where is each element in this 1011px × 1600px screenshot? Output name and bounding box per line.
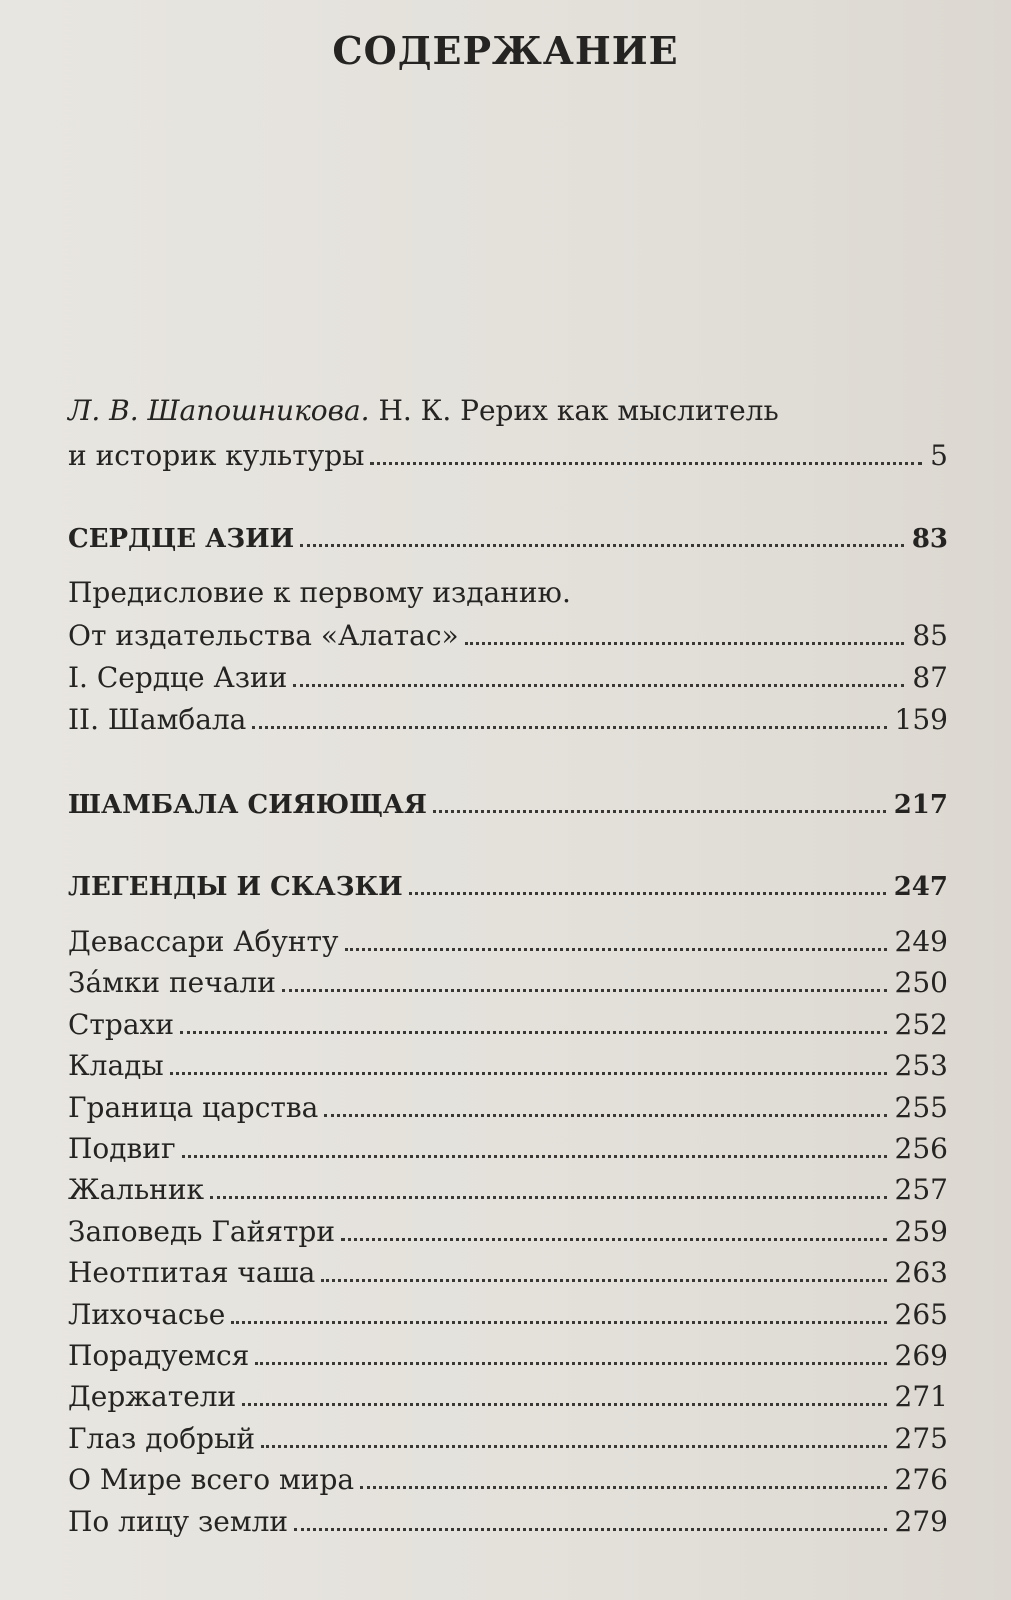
entry-page-number: 269 bbox=[894, 1339, 948, 1372]
entry-page-number: 249 bbox=[894, 925, 948, 958]
dot-leader bbox=[170, 1042, 887, 1075]
toc-preface-line1: Предисловие к первому изданию. bbox=[68, 576, 571, 609]
dot-leader bbox=[341, 1208, 887, 1241]
toc-entry bbox=[68, 1373, 948, 1416]
entry-label: Заповедь Гайятри bbox=[68, 1214, 336, 1248]
dot-leader bbox=[261, 1415, 887, 1448]
dot-leader bbox=[210, 1166, 887, 1199]
toc-entry bbox=[68, 1125, 948, 1168]
intro-page-number: 5 bbox=[930, 439, 948, 472]
entry-label: Жальник bbox=[68, 1173, 205, 1207]
section-title: ЛЕГЕНДЫ И СКАЗКИ bbox=[68, 872, 403, 902]
entry-page-number: 279 bbox=[894, 1504, 948, 1538]
section-page-number: 217 bbox=[893, 790, 948, 820]
toc-entry bbox=[68, 1042, 948, 1085]
intro-entry-line2 bbox=[68, 432, 948, 475]
entry-page-number: 256 bbox=[894, 1132, 948, 1165]
entry-page-number: 265 bbox=[894, 1297, 948, 1331]
entry-label: Клады bbox=[68, 1049, 164, 1083]
toc-entry bbox=[68, 1498, 948, 1541]
entry-label: Страхи bbox=[68, 1007, 174, 1041]
section-page-number: 247 bbox=[893, 872, 948, 902]
toc-part-1 bbox=[68, 654, 948, 697]
entry-page-number: 276 bbox=[894, 1463, 948, 1497]
dot-leader bbox=[465, 612, 905, 645]
dot-leader bbox=[242, 1373, 886, 1406]
entry-page-number: 271 bbox=[894, 1380, 948, 1414]
toc-section-shambala bbox=[68, 780, 948, 824]
dot-leader bbox=[321, 1249, 886, 1282]
toc-entry bbox=[68, 1084, 948, 1127]
entry-page-number: 159 bbox=[894, 703, 948, 736]
dot-leader bbox=[324, 1084, 886, 1117]
entry-label: О Мире всего мира bbox=[68, 1463, 355, 1497]
entry-label: Неотпитая чаша bbox=[68, 1256, 316, 1290]
toc-entry bbox=[68, 1456, 948, 1499]
intro-title-line2: и историк культуры bbox=[68, 439, 365, 472]
entry-label: II. Шамбала bbox=[68, 703, 247, 736]
dot-leader bbox=[294, 1498, 886, 1531]
toc-section-legends bbox=[68, 862, 948, 906]
entry-label: За́мки печали bbox=[68, 966, 276, 1000]
toc-entry bbox=[68, 1001, 948, 1044]
section-page-number: 83 bbox=[911, 524, 948, 554]
dot-leader bbox=[282, 959, 887, 992]
entry-label: По лицу земли bbox=[68, 1504, 289, 1538]
toc-section-serdtse-azii bbox=[68, 514, 948, 558]
dot-leader bbox=[300, 514, 904, 547]
dot-leader bbox=[345, 918, 887, 951]
entry-page-number: 252 bbox=[894, 1007, 948, 1041]
entry-page-number: 275 bbox=[894, 1421, 948, 1455]
dot-leader bbox=[293, 654, 904, 687]
entry-page-number: 85 bbox=[912, 619, 948, 652]
entry-label: Глаз добрый bbox=[68, 1421, 256, 1455]
entry-page-number: 87 bbox=[912, 661, 948, 694]
toc-part-2 bbox=[68, 696, 948, 739]
dot-leader bbox=[409, 862, 886, 895]
entry-label: Порадуемся bbox=[68, 1339, 250, 1372]
page-title: СОДЕРЖАНИЕ bbox=[332, 28, 679, 73]
entry-page-number: 259 bbox=[894, 1214, 948, 1248]
toc-entry bbox=[68, 1291, 948, 1334]
toc-entry bbox=[68, 1166, 948, 1209]
section-title: ШАМБАЛА СИЯЮЩАЯ bbox=[68, 790, 427, 820]
entry-page-number: 255 bbox=[894, 1090, 948, 1124]
entry-page-number: 263 bbox=[894, 1256, 948, 1290]
intro-author: Л. В. Шапошникова. bbox=[68, 394, 370, 427]
entry-label: Девассари Абунту bbox=[68, 925, 339, 958]
toc-entry bbox=[68, 959, 948, 1002]
intro-entry-line1 bbox=[68, 392, 779, 430]
toc-preface-line2 bbox=[68, 612, 948, 655]
toc-entry bbox=[68, 1208, 948, 1251]
entry-label: Граница царства bbox=[68, 1090, 319, 1124]
intro-title-line1: Н. К. Рерих как мыслитель bbox=[378, 394, 779, 427]
entry-label: Держатели bbox=[68, 1380, 237, 1414]
entry-label: I. Сердце Азии bbox=[68, 661, 288, 694]
section-title: СЕРДЦЕ АЗИИ bbox=[68, 524, 295, 554]
dot-leader bbox=[180, 1001, 887, 1034]
entry-page-number: 253 bbox=[894, 1049, 948, 1083]
toc-entry bbox=[68, 1415, 948, 1458]
entry-label: Лихочасье bbox=[68, 1297, 226, 1331]
entry-page-number: 250 bbox=[894, 966, 948, 1000]
dot-leader bbox=[255, 1332, 886, 1365]
entry-label: От издательства «Алатас» bbox=[68, 619, 459, 652]
dot-leader bbox=[370, 432, 922, 465]
dot-leader bbox=[360, 1456, 886, 1489]
entry-page-number: 257 bbox=[894, 1173, 948, 1207]
toc-entry bbox=[68, 1249, 948, 1292]
toc-entry bbox=[68, 918, 948, 961]
entry-label: Подвиг bbox=[68, 1132, 176, 1165]
dot-leader bbox=[182, 1125, 887, 1158]
dot-leader bbox=[231, 1291, 886, 1324]
dot-leader bbox=[433, 780, 886, 813]
toc-entry bbox=[68, 1332, 948, 1375]
dot-leader bbox=[252, 696, 886, 729]
